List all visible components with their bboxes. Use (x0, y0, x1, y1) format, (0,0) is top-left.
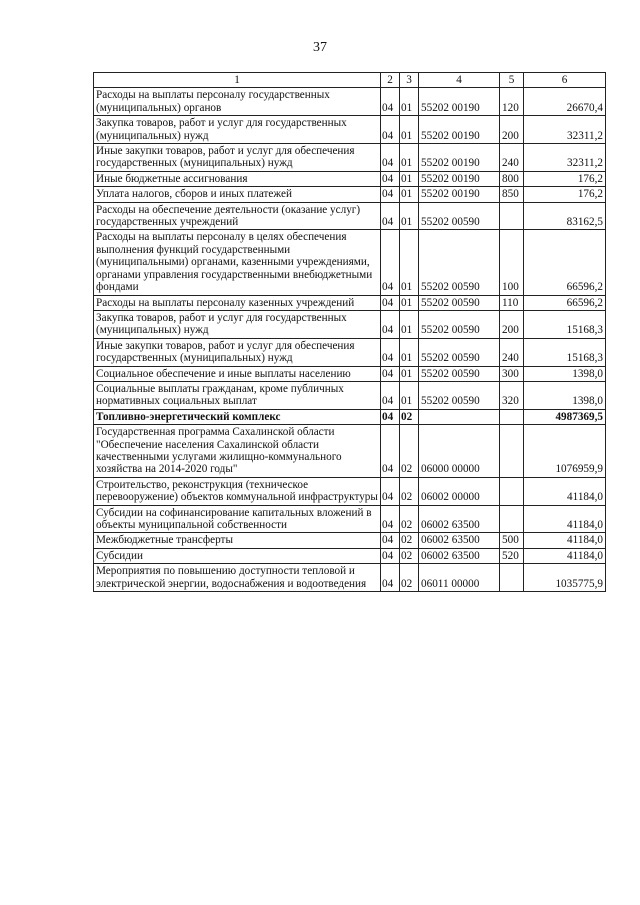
section-code-cell: 04 (381, 564, 400, 592)
expense-type-cell: 100 (500, 230, 524, 295)
amount-cell: 176,2 (524, 187, 606, 202)
amount-cell: 41184,0 (524, 533, 606, 548)
target-article-cell (419, 409, 500, 424)
amount-cell: 83162,5 (524, 202, 606, 230)
subsection-code-cell: 01 (400, 116, 419, 144)
amount-cell: 15168,3 (524, 310, 606, 338)
expense-name-cell: Строительство, реконструкция (техническое перевооружение) объектов коммунальной инфраструктуры (94, 477, 381, 505)
table-row (94, 477, 606, 505)
amount-cell: 41184,0 (524, 548, 606, 563)
expense-name-cell: Закупка товаров, работ и услуг для государственных (муниципальных) нужд (94, 310, 381, 338)
expense-type-cell: 500 (500, 533, 524, 548)
table-row (94, 295, 606, 310)
table-row (94, 338, 606, 366)
expense-name-cell: Социальное обеспечение и иные выплаты населению (94, 366, 381, 381)
expense-name-cell: Расходы на обеспечение деятельности (оказание услуг) государственных учреждений (94, 202, 381, 230)
section-code-cell: 04 (381, 338, 400, 366)
section-code-cell: 04 (381, 381, 400, 409)
subsection-code-cell: 01 (400, 144, 419, 172)
header-cell: 3 (400, 73, 419, 88)
amount-cell: 1398,0 (524, 381, 606, 409)
amount-cell: 41184,0 (524, 505, 606, 533)
expense-name-cell: Расходы на выплаты персоналу казенных учреждений (94, 295, 381, 310)
budget-table (93, 72, 606, 592)
target-article-cell: 06002 63500 (419, 505, 500, 533)
header-cell: 6 (524, 73, 606, 88)
subsection-code-cell: 02 (400, 409, 419, 424)
expense-name-cell: Топливно-энергетический комплекс (94, 409, 381, 424)
expense-type-cell: 110 (500, 295, 524, 310)
expense-name-cell: Уплата налогов, сборов и иных платежей (94, 187, 381, 202)
subsection-code-cell: 02 (400, 533, 419, 548)
expense-type-cell: 240 (500, 338, 524, 366)
table-row (94, 425, 606, 478)
expense-type-cell: 240 (500, 144, 524, 172)
expense-type-cell: 850 (500, 187, 524, 202)
amount-cell: 41184,0 (524, 477, 606, 505)
table-row (94, 171, 606, 186)
target-article-cell: 55202 00190 (419, 116, 500, 144)
table-row (94, 202, 606, 230)
header-cell: 5 (500, 73, 524, 88)
expense-type-cell (500, 505, 524, 533)
amount-cell: 1398,0 (524, 366, 606, 381)
table-header-row (94, 73, 606, 88)
expense-name-cell: Субсидии (94, 548, 381, 563)
subsection-code-cell: 01 (400, 295, 419, 310)
target-article-cell: 06002 63500 (419, 548, 500, 563)
amount-cell: 176,2 (524, 171, 606, 186)
section-code-cell: 04 (381, 116, 400, 144)
expense-type-cell: 300 (500, 366, 524, 381)
amount-cell: 32311,2 (524, 116, 606, 144)
section-code-cell: 04 (381, 187, 400, 202)
section-code-cell: 04 (381, 171, 400, 186)
subsection-code-cell: 02 (400, 505, 419, 533)
expense-type-cell (500, 564, 524, 592)
target-article-cell: 55202 00190 (419, 88, 500, 116)
expense-type-cell: 320 (500, 381, 524, 409)
subsection-code-cell: 02 (400, 425, 419, 478)
target-article-cell: 06002 63500 (419, 533, 500, 548)
section-code-cell: 04 (381, 366, 400, 381)
section-code-cell: 04 (381, 425, 400, 478)
section-code-cell: 04 (381, 409, 400, 424)
table-row (94, 116, 606, 144)
subsection-code-cell: 01 (400, 88, 419, 116)
subsection-code-cell: 01 (400, 310, 419, 338)
table-row (94, 409, 606, 424)
expense-name-cell: Субсидии на софинансирование капитальных вложений в объекты муниципальной собственности (94, 505, 381, 533)
header-cell: 2 (381, 73, 400, 88)
target-article-cell: 55202 00590 (419, 381, 500, 409)
target-article-cell: 06000 00000 (419, 425, 500, 478)
section-code-cell: 04 (381, 202, 400, 230)
expense-type-cell (500, 477, 524, 505)
table-row (94, 533, 606, 548)
expense-name-cell: Межбюджетные трансферты (94, 533, 381, 548)
subsection-code-cell: 01 (400, 381, 419, 409)
subsection-code-cell: 02 (400, 548, 419, 563)
expense-type-cell (500, 202, 524, 230)
subsection-code-cell: 01 (400, 230, 419, 295)
table-row (94, 144, 606, 172)
table-row (94, 310, 606, 338)
section-code-cell: 04 (381, 230, 400, 295)
table-row (94, 564, 606, 592)
table-row (94, 548, 606, 563)
amount-cell: 32311,2 (524, 144, 606, 172)
expense-name-cell: Социальные выплаты гражданам, кроме публичных нормативных социальных выплат (94, 381, 381, 409)
expense-type-cell (500, 425, 524, 478)
target-article-cell: 55202 00190 (419, 187, 500, 202)
amount-cell: 4987369,5 (524, 409, 606, 424)
expense-name-cell: Мероприятия по повышению доступности тепловой и электрической энергии, водоснабжения и водоотведения (94, 564, 381, 592)
target-article-cell: 06002 00000 (419, 477, 500, 505)
expense-name-cell: Государственная программа Сахалинской области "Обеспечение населения Сахалинской области качественными услугами жилищно-коммунального хозяйства на 2014-2020 годы" (94, 425, 381, 478)
expense-name-cell: Иные закупки товаров, работ и услуг для обеспечения государственных (муниципальных) нужд (94, 144, 381, 172)
expense-name-cell: Расходы на выплаты персоналу в целях обеспечения выполнения функций государственными (муниципальными) органами, казенными учреждениями, органами управления государственными внебюджетными фондами (94, 230, 381, 295)
expense-name-cell: Закупка товаров, работ и услуг для государственных (муниципальных) нужд (94, 116, 381, 144)
expense-type-cell: 520 (500, 548, 524, 563)
subsection-code-cell: 01 (400, 171, 419, 186)
expense-type-cell: 200 (500, 310, 524, 338)
expense-name-cell: Иные закупки товаров, работ и услуг для обеспечения государственных (муниципальных) нужд (94, 338, 381, 366)
section-code-cell: 04 (381, 310, 400, 338)
subsection-code-cell: 01 (400, 366, 419, 381)
target-article-cell: 06011 00000 (419, 564, 500, 592)
table-row (94, 381, 606, 409)
section-code-cell: 04 (381, 505, 400, 533)
expense-type-cell (500, 409, 524, 424)
table-row (94, 230, 606, 295)
target-article-cell: 55202 00590 (419, 202, 500, 230)
table-row (94, 505, 606, 533)
amount-cell: 26670,4 (524, 88, 606, 116)
target-article-cell: 55202 00590 (419, 338, 500, 366)
target-article-cell: 55202 00590 (419, 230, 500, 295)
subsection-code-cell: 01 (400, 187, 419, 202)
section-code-cell: 04 (381, 533, 400, 548)
table-row (94, 187, 606, 202)
expense-type-cell: 200 (500, 116, 524, 144)
subsection-code-cell: 02 (400, 477, 419, 505)
expense-name-cell: Иные бюджетные ассигнования (94, 171, 381, 186)
table-row (94, 366, 606, 381)
target-article-cell: 55202 00590 (419, 295, 500, 310)
target-article-cell: 55202 00190 (419, 171, 500, 186)
amount-cell: 66596,2 (524, 230, 606, 295)
table-row (94, 88, 606, 116)
section-code-cell: 04 (381, 477, 400, 505)
section-code-cell: 04 (381, 295, 400, 310)
amount-cell: 66596,2 (524, 295, 606, 310)
header-cell: 1 (94, 73, 381, 88)
amount-cell: 15168,3 (524, 338, 606, 366)
amount-cell: 1035775,9 (524, 564, 606, 592)
subsection-code-cell: 01 (400, 338, 419, 366)
section-code-cell: 04 (381, 144, 400, 172)
expense-type-cell: 120 (500, 88, 524, 116)
expense-type-cell: 800 (500, 171, 524, 186)
target-article-cell: 55202 00590 (419, 310, 500, 338)
subsection-code-cell: 01 (400, 202, 419, 230)
expense-name-cell: Расходы на выплаты персоналу государственных (муниципальных) органов (94, 88, 381, 116)
section-code-cell: 04 (381, 88, 400, 116)
amount-cell: 1076959,9 (524, 425, 606, 478)
target-article-cell: 55202 00190 (419, 144, 500, 172)
header-cell: 4 (419, 73, 500, 88)
target-article-cell: 55202 00590 (419, 366, 500, 381)
page-number: 37 (313, 40, 327, 55)
section-code-cell: 04 (381, 548, 400, 563)
subsection-code-cell: 02 (400, 564, 419, 592)
